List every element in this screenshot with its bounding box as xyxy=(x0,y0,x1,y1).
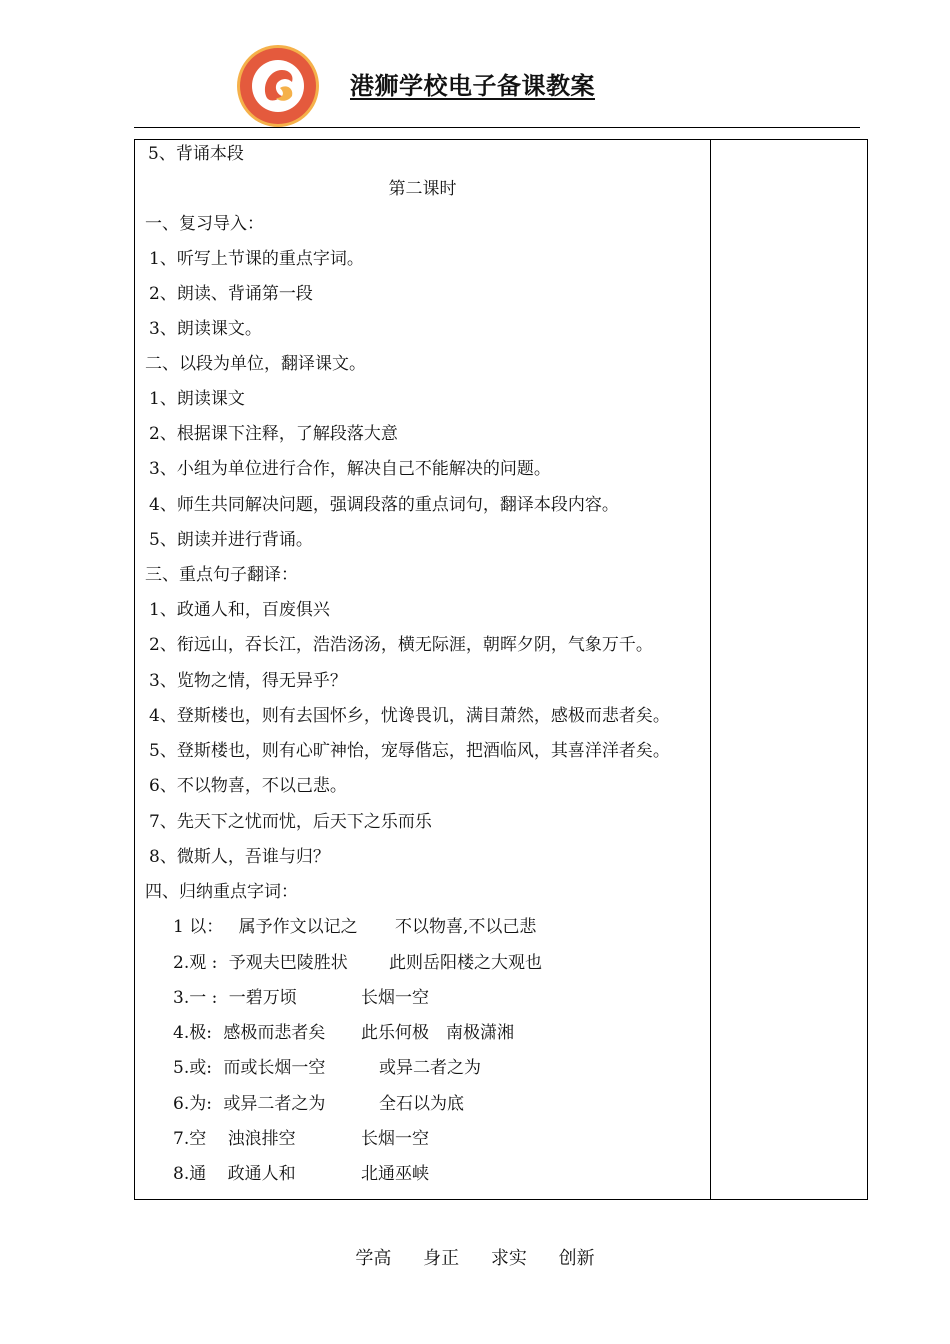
text-line: 4、师生共同解决问题，强调段落的重点词句，翻译本段内容。 xyxy=(149,495,619,515)
motto-word: 求实 xyxy=(490,1248,527,1269)
vocab-word: 2.观 : xyxy=(173,953,218,973)
footer-motto xyxy=(0,1244,950,1270)
text-line: 6、不以物喜，不以己悲。 xyxy=(149,776,347,796)
text-line: 5、朗读并进行背诵。 xyxy=(149,530,313,550)
vocab-example: 此乐何极 南极潇湘 xyxy=(361,1023,514,1043)
page-title: 港狮学校电子备课教案 xyxy=(350,72,595,100)
vocab-example: 北通巫峡 xyxy=(361,1164,429,1184)
text-line: 1、政通人和，百废俱兴 xyxy=(149,600,330,620)
vocab-row xyxy=(173,1128,429,1150)
text-line: 1、听写上节课的重点字词。 xyxy=(149,249,364,269)
text-line: 7、先天下之忧而忧，后天下之乐而乐 xyxy=(149,812,432,832)
text-line: 四、归纳重点字词： xyxy=(145,882,298,902)
vocab-word: 1 以： xyxy=(173,917,224,937)
text-line: 8、微斯人，吾谁与归？ xyxy=(149,847,330,867)
text-line: 5、背诵本段 xyxy=(148,144,244,164)
lesson-table xyxy=(134,139,868,1200)
vocab-row xyxy=(173,1093,464,1115)
text-line: 一、复习导入： xyxy=(145,214,264,234)
vocab-row xyxy=(173,952,542,974)
vocab-example: 不以物喜,不以己悲 xyxy=(395,917,537,937)
vocab-word: 3.一 : xyxy=(173,988,218,1008)
vocab-example: 浊浪排空 xyxy=(227,1129,296,1149)
column-divider xyxy=(710,140,711,1199)
vocab-word: 6.为: xyxy=(173,1094,212,1114)
vocab-example: 政通人和 xyxy=(227,1164,296,1184)
text-line: 2、根据课下注释，了解段落大意 xyxy=(149,424,398,444)
vocab-word: 5.或: xyxy=(173,1058,212,1078)
text-line: 3、小组为单位进行合作，解决自己不能解决的问题。 xyxy=(149,459,551,479)
text-line: 2、衔远山，吞长江，浩浩汤汤，横无际涯，朝晖夕阴，气象万千。 xyxy=(149,635,653,655)
text-line: 二、以段为单位，翻译课文。 xyxy=(145,354,366,374)
vocab-example: 或异二者之为 xyxy=(223,1094,326,1114)
vocab-row xyxy=(173,1057,481,1079)
text-line: 3、览物之情，得无异乎？ xyxy=(149,671,347,691)
text-line: 4、登斯楼也，则有去国怀乡，忧谗畏讥，满目萧然，感极而悲者矣。 xyxy=(149,706,670,726)
vocab-example: 一碧万顷 xyxy=(228,988,297,1008)
motto-word: 创新 xyxy=(558,1248,595,1269)
vocab-word: 8.通 xyxy=(173,1164,207,1184)
vocab-example: 予观夫巴陵胜状 xyxy=(228,953,348,973)
text-line: 1、朗读课文 xyxy=(149,389,245,409)
vocab-row xyxy=(173,916,537,938)
vocab-row xyxy=(173,987,429,1009)
vocab-row xyxy=(173,1022,514,1044)
text-line: 三、重点句子翻译： xyxy=(145,565,298,585)
vocab-word: 7.空 xyxy=(173,1129,207,1149)
header-divider xyxy=(134,127,860,128)
motto-word: 身正 xyxy=(423,1248,460,1269)
vocab-example: 而或长烟一空 xyxy=(223,1058,326,1078)
vocab-example: 或异二者之为 xyxy=(379,1058,481,1078)
text-line: 3、朗读课文。 xyxy=(149,319,262,339)
section-heading: 第二课时 xyxy=(388,179,457,199)
vocab-example: 感极而悲者矣 xyxy=(223,1023,326,1043)
text-line: 5、登斯楼也，则有心旷神怡，宠辱偕忘，把酒临风，其喜洋洋者矣。 xyxy=(149,741,670,761)
vocab-example: 属予作文以记之 xyxy=(238,917,358,937)
vocab-example: 长烟一空 xyxy=(361,988,429,1008)
vocab-example: 此则岳阳楼之大观也 xyxy=(389,953,542,973)
vocab-example: 全石以为底 xyxy=(379,1094,464,1114)
vocab-row xyxy=(173,1163,429,1185)
vocab-example: 长烟一空 xyxy=(361,1129,429,1149)
text-line: 2、朗读、背诵第一段 xyxy=(149,284,313,304)
vocab-word: 4.极: xyxy=(173,1023,212,1043)
motto-word: 学高 xyxy=(355,1248,392,1269)
school-logo xyxy=(236,44,320,128)
